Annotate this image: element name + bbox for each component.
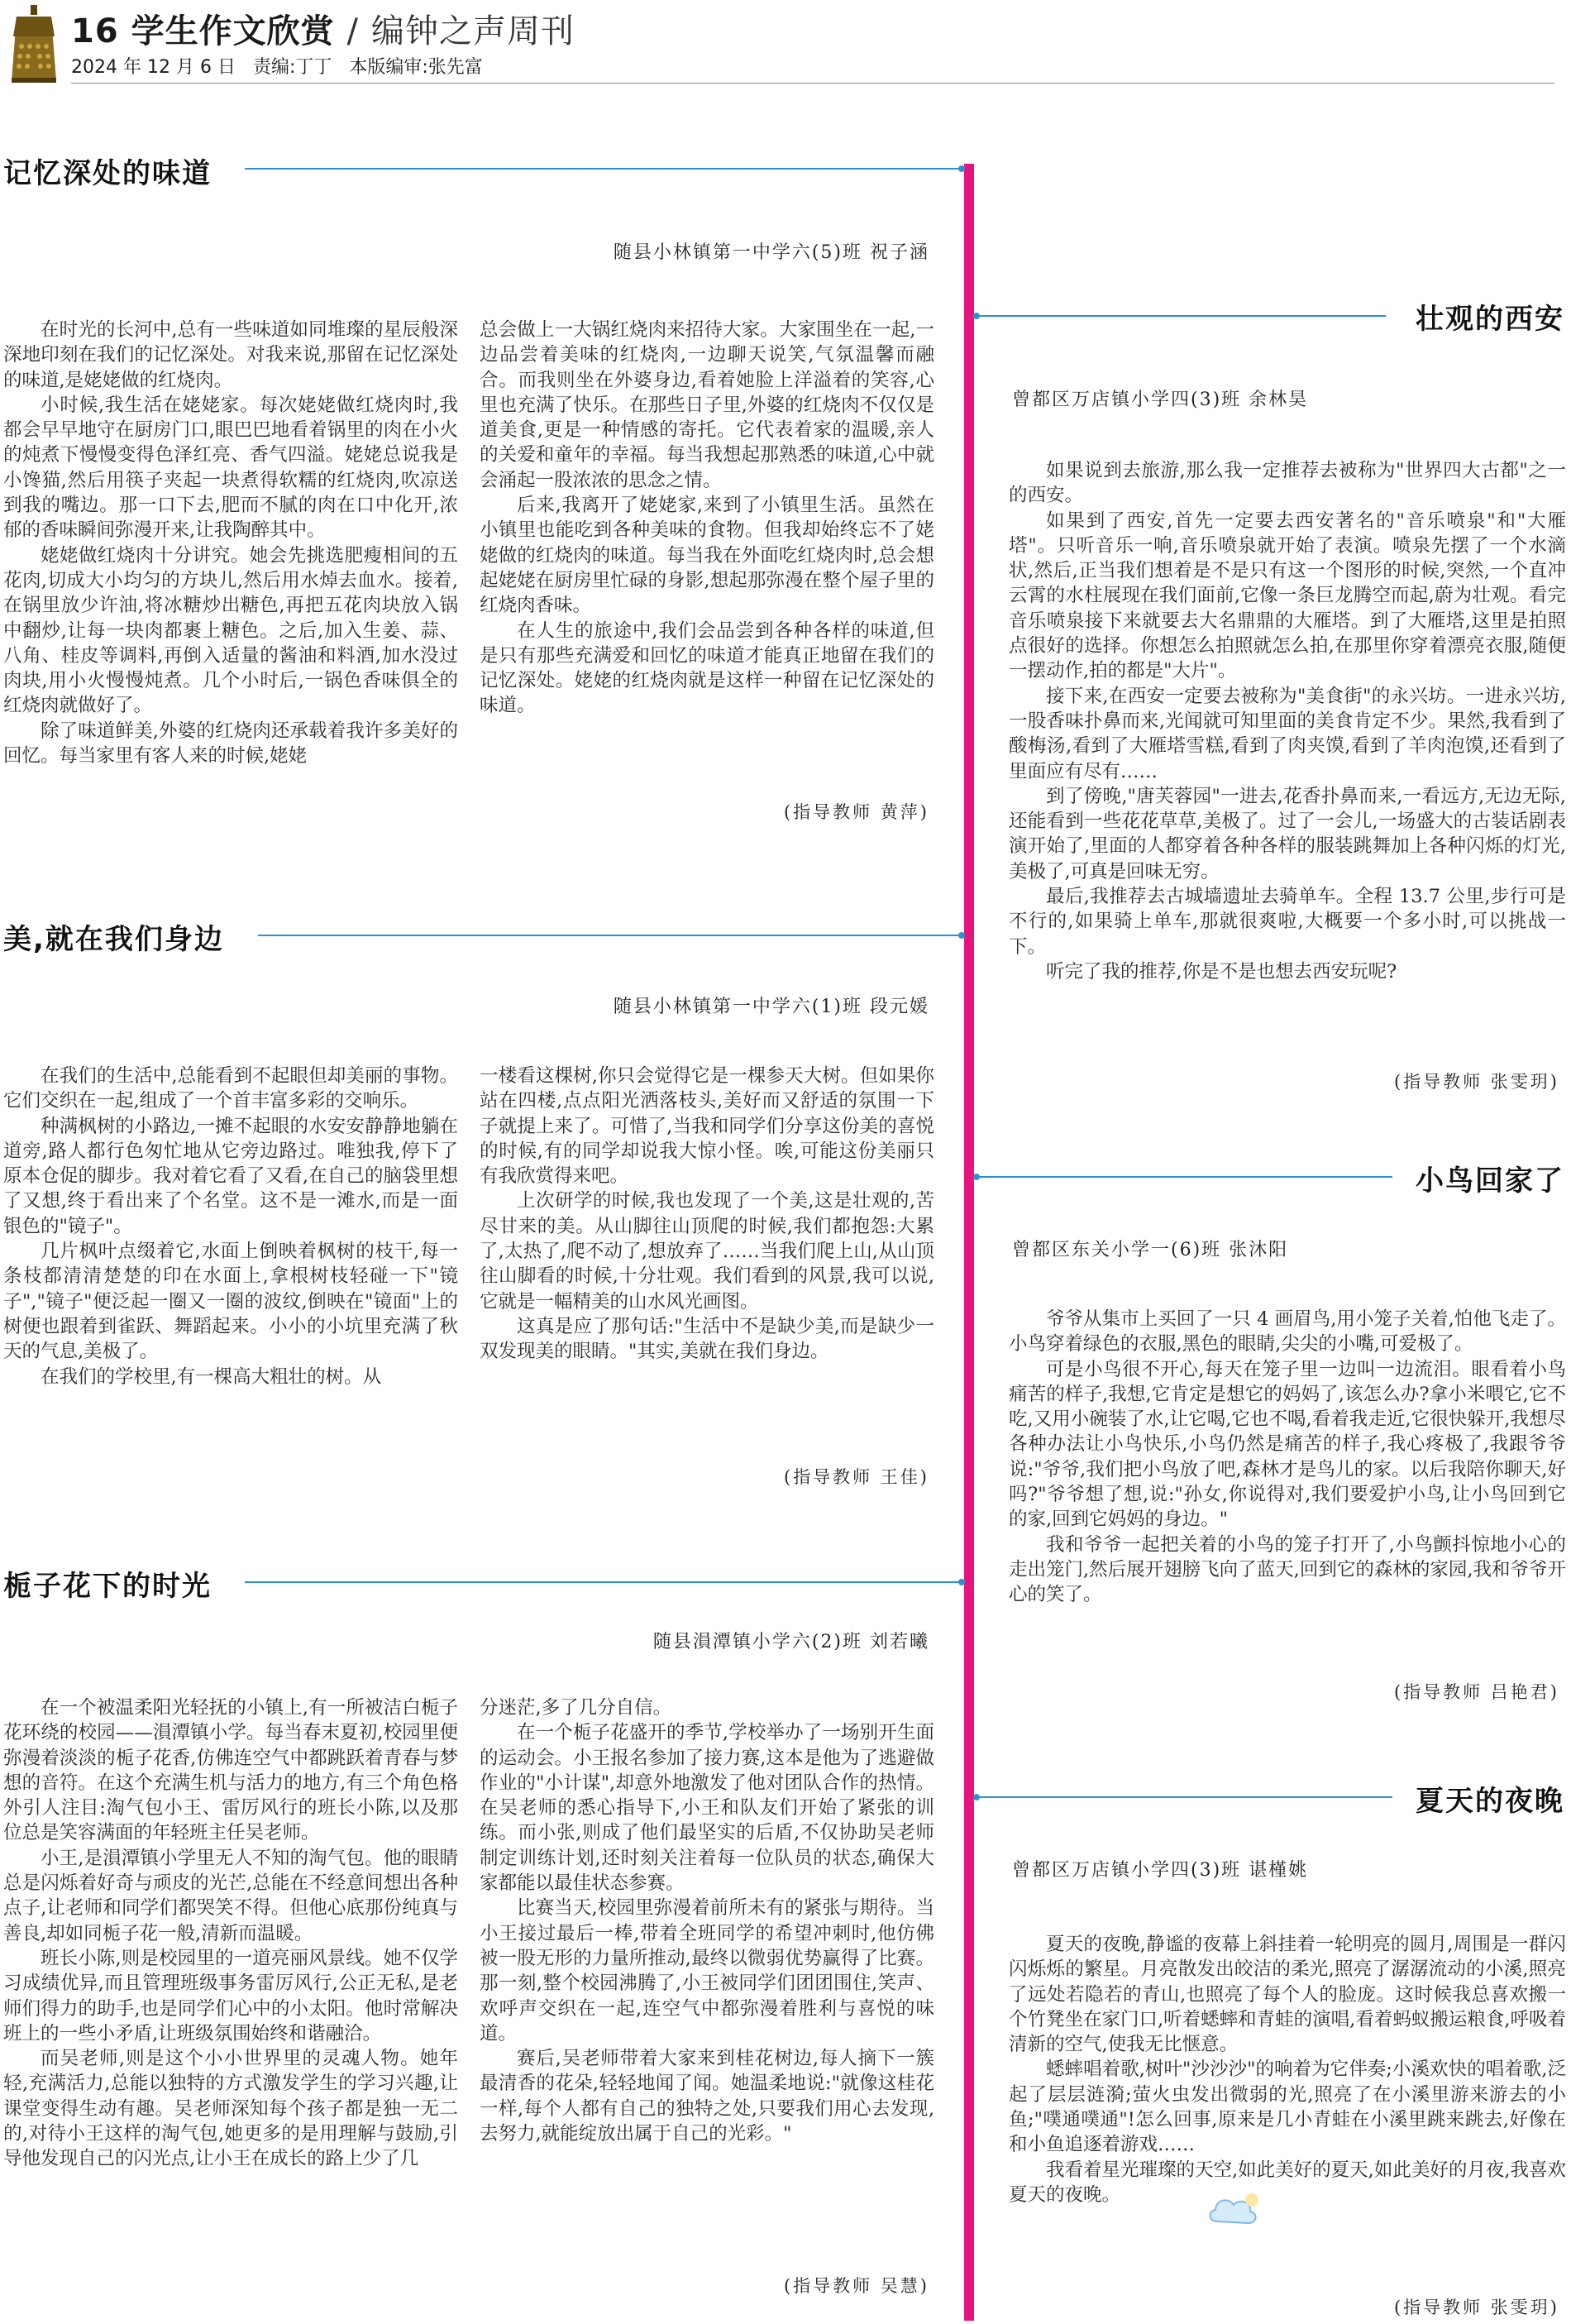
title-rule <box>245 168 962 170</box>
paragraph: 赛后,吴老师带着大家来到桂花树边,每人摘下一簇最清香的花朵,轻轻地闻了闻。她温柔地说:"就像这桂花一样,每个人都有自己的独特之处,只要我们用心去发现,去努力,就能绽放出属于自己的光彩。" <box>480 2048 934 2145</box>
paragraph: 比赛当天,校园里弥漫着前所未有的紧张与期待。当小王接过最后一棒,带着全班同学的希望冲刺时,他仿佛被一股无形的力量所推动,最终以微弱优势赢得了比赛。那一刻,整个校园沸腾了,小王被同学们团团围住,笑声、欢呼声交织在一起,连空气中都弥漫着胜利与喜悦的味道。 <box>480 1897 934 2044</box>
article-column-1 <box>3 318 458 768</box>
paragraph: 最后,我推荐去古城墙遗址去骑单车。全程 13.7 公里,步行可是不行的,如果骑上单车,那就很爽啦,大概要一个多小时,可以挑战一下。 <box>1009 886 1566 958</box>
article-title: 栀子花下的时光 <box>3 1570 212 1603</box>
article-column-2 <box>480 318 934 719</box>
article-body <box>1009 1307 1566 1608</box>
article-column-2 <box>480 1695 934 2146</box>
column-divider <box>964 164 974 2321</box>
article-byline: 曾都区东关小学一(6)班 张沐阳 <box>1012 1240 1289 1260</box>
paragraph: 姥姥做红烧肉十分讲究。她会先挑选肥瘦相间的五花肉,切成大小均匀的方块儿,然后用水焯去血水。接着,在锅里放少许油,将冰糖炒出糖色,再把五花肉块放入锅中翻炒,让每一块肉都裹上糖色。之后,加入生姜、蒜、八角、桂皮等调料,再倒入适量的酱油和料酒,加水没过肉块,用小火慢慢炖煮。几个小时后,一锅色香味俱全的红烧肉就做好了。 <box>3 544 458 717</box>
article-byline: 随县小林镇第一中学六(1)班 段元媛 <box>613 997 929 1017</box>
editor: 责编:丁丁 <box>252 57 332 78</box>
paragraph: 一楼看这棵树,你只会觉得它是一棵参天大树。但如果你站在四楼,点点阳光洒落枝头,美好而又舒适的氛围一下子就提上来了。可惜了,当我和同学们分享这份美的喜悦的时候,有的同学却说我大惊小怪。唉,可能这份美丽只有我欣赏得来吧。 <box>480 1065 934 1188</box>
teacher-credit: (指导教师 黄萍) <box>783 802 929 822</box>
paragraph: 而吴老师,则是这个小小世界里的灵魂人物。她年轻,充满活力,总能以独特的方式激发学生的学习兴趣,让课堂变得生动有趣。吴老师深知每个孩子都是独一无二的,对待小王这样的淘气包,她更多的是用理解与鼓励,引导他发现自己的闪光点,让小王在成长的路上少了几 <box>3 2048 458 2170</box>
teacher-credit: (指导教师 吕艳君) <box>1393 1682 1559 1702</box>
article-byline: 随县溳潭镇小学六(2)班 刘若曦 <box>652 1632 929 1652</box>
masthead-rule <box>71 83 1554 84</box>
paragraph: 到了傍晚,"唐芙蓉园"一进去,花香扑鼻而来,一看远方,无边无际,还能看到一些花花草草,美极了。过了一会儿,一场盛大的古装话剧表演开始了,里面的人都穿着各种各样的服装跳舞加上各种闪烁的灯光,美极了,可真是回味无穷。 <box>1009 785 1566 882</box>
paragraph: 种满枫树的小路边,一摊不起眼的水安安静静地躺在道旁,路人都行色匆忙地从它旁边路过。唯独我,停下了原本仓促的脚步。我对着它看了又看,在自己的脑袋里想了又想,终于看出来了个名堂。这不是一滩水,而是一面银色的"镜子"。 <box>3 1115 458 1237</box>
masthead-meta <box>71 53 494 79</box>
article-byline: 曾都区万店镇小学四(3)班 谌槿姚 <box>1012 1860 1309 1881</box>
paragraph: 夏天的夜晚,静谧的夜幕上斜挂着一轮明亮的圆月,周围是一群闪闪烁烁的繁星。月亮散发出皎洁的柔光,照亮了潺潺流动的小溪,照亮了远处若隐若的青山,也照亮了每个人的脸庞。这时候我总喜欢搬一个竹凳坐在家门口,听着蟋蟀和青蛙的演唱,看着蚂蚁搬运粮食,呼吸着清新的空气,使我无比惬意。 <box>1009 1934 1566 2056</box>
section-name: 学生作文欣赏 <box>131 12 335 50</box>
paper-name: 编钟之声周刊 <box>370 12 575 50</box>
title-rule <box>976 1176 1392 1178</box>
article-title: 小鸟回家了 <box>1416 1164 1564 1198</box>
paragraph: 这真是应了那句话:"生活中不是缺少美,而是缺少一双发现美的眼睛。"其实,美就在我们身边。 <box>480 1315 934 1363</box>
title-rule <box>245 1581 962 1583</box>
paragraph: 我看着星光璀璨的天空,如此美好的夏天,如此美好的月夜,我喜欢夏天的夜晚。 <box>1009 2159 1566 2206</box>
paragraph: 小王,是溳潭镇小学里无人不知的淘气包。他的眼睛总是闪烁着好奇与顽皮的光芒,总能在不经意间想出各种点子,让老师和同学们都哭笑不得。但他心底那份纯真与善良,却如同栀子花一般,清新而温暖。 <box>3 1847 458 1944</box>
title-rule <box>976 1796 1392 1798</box>
paragraph: 如果说到去旅游,那么我一定推荐去被称为"世界四大古都"之一的西安。 <box>1009 460 1566 507</box>
teacher-credit: (指导教师 张雯玥) <box>1393 1072 1559 1092</box>
paragraph: 上次研学的时候,我也发现了一个美,这是壮观的,苦尽甘来的美。从山脚往山顶爬的时候,我们都抱怨:大累了,太热了,爬不动了,想放弃了……当我们爬上山,从山顶往山脚看的时候,十分壮观。我们看到的风景,我可以说,它就是一幅精美的山水风光画图。 <box>480 1190 934 1313</box>
paragraph: 几片枫叶点缀着它,水面上倒映着枫树的枝干,每一条枝都清清楚楚的印在水面上,拿根树枝轻碰一下"镜子","镜子"便泛起一圈又一圈的波纹,倒映在"镜面"上的树便也跟着到雀跃、舞蹈起来。小小的小坑里充满了秋天的气息,美极了。 <box>3 1241 458 1363</box>
paragraph: 蟋蟀唱着歌,树叶"沙沙沙"的响着为它伴奏;小溪欢快的唱着歌,泛起了层层涟漪;萤火虫发出微弱的光,照亮了在小溪里游来游去的小鱼;"噗通噗通"!怎么回事,原来是几小青蛙在小溪里跳来跳去,好像在和小鱼追逐着游戏…… <box>1009 2059 1566 2156</box>
article-body <box>1009 1932 1566 2207</box>
paragraph: 在一个被温柔阳光轻抚的小镇上,有一所被洁白栀子花环绕的校园——溳潭镇小学。每当春末夏初,校园里便弥漫着淡淡的栀子花香,仿佛连空气中都跳跃着青春与梦想的音符。在这个充满生机与活力的地方,有三个角色格外引人注目:淘气包小王、雷厉风行的班长小陈,以及那位总是笑容满面的年轻班主任吴老师。 <box>3 1697 458 1844</box>
paragraph: 后来,我离开了姥姥家,来到了小镇里生活。虽然在小镇里也能吃到各种美味的食物。但我却始终忘不了姥姥做的红烧肉的味道。每当我在外面吃红烧肉时,总会想起姥姥在厨房里忙碌的身影,想起那弥漫在整个屋子里的红烧肉香味。 <box>480 495 934 617</box>
title-rule <box>258 935 962 936</box>
paragraph: 我和爷爷一起把关着的小鸟的笼子打开了,小鸟颤抖惊地小心的走出笼门,然后展开翅膀飞向了蓝天,回到它的森林的家园,我和爷爷开心的笑了。 <box>1009 1533 1566 1606</box>
teacher-credit: (指导教师 吴慧) <box>783 2276 929 2296</box>
article-byline: 随县小林镇第一中学六(5)班 祝子涵 <box>613 242 929 263</box>
teacher-credit: (指导教师 张雯玥) <box>1393 2298 1559 2317</box>
paragraph: 总会做上一大锅红烧肉来招待大家。大家围坐在一起,一边品尝着美味的红烧肉,一边聊天说笑,气氛温馨而融合。而我则坐在外婆身边,看着她脸上洋溢着的笑容,心里也充满了快乐。在那些日子里,外婆的红烧肉不仅仅是道美食,更是一种情感的寄托。它代表着家的温暖,亲人的关爱和童年的幸福。每当我想起那熟悉的味道,心中就会涌起一股浓浓的思念之情。 <box>480 319 934 491</box>
paragraph: 听完了我的推荐,你是不是也想去西安玩呢? <box>1046 960 1397 983</box>
article-byline: 曾都区万店镇小学四(3)班 余林昊 <box>1012 390 1309 410</box>
paragraph: 如果到了西安,首先一定要去西安著名的"音乐喷泉"和"大雁塔"。只听音乐一响,音乐喷泉就开始了表演。喷泉先摆了一个水滴状,然后,正当我们想着是不是只有这一个图形的时候,突然,一个直冲云霄的水柱展现在我们面前,它像一条巨龙腾空而起,蔚为壮观。看完音乐喷泉接下来就要去大名鼎鼎的大雁塔。到了大雁塔,这里是拍照点很好的选择。你想怎么拍照就怎么拍,在那里你穿着漂亮衣服,随便一摆动作,拍的都是"大片"。 <box>1009 509 1566 682</box>
teacher-credit: (指导教师 王佳) <box>783 1467 929 1487</box>
paragraph: 班长小陈,则是校园里的一道亮丽风景线。她不仅学习成绩优异,而且管理班级事务雷厉风行,公正无私,是老师们得力的助手,也是同学们心中的小太阳。他时常解决班上的一些小矛盾,让班级氛围始终和谐融洽。 <box>3 1947 458 2044</box>
paragraph: 在一个栀子花盛开的季节,学校举办了一场别开生面的运动会。小王报名参加了接力赛,这本是他为了逃避做作业的"小计谋",却意外地激发了他对团队合作的热情。在吴老师的悉心指导下,小王和队友们开始了紧张的训练。而小张,则成了他们最坚实的后盾,不仅协助吴老师制定训练计划,还时刻关注着每一位队员的状态,确保大家都能以最佳状态参赛。 <box>480 1722 934 1895</box>
article-column-1 <box>3 1064 458 1389</box>
paragraph: 在人生的旅途中,我们会品尝到各种各样的味道,但是只有那些充满爱和回忆的味道才能真正地留在我们的记忆深处。姥姥的红烧肉就是这样一种留在记忆深处的味道。 <box>480 619 934 717</box>
article-title: 记忆深处的味道 <box>3 157 212 190</box>
article-body <box>1009 458 1566 984</box>
article-title: 美,就在我们身边 <box>3 923 224 956</box>
masthead-title <box>71 5 575 52</box>
article-column-1 <box>3 1695 458 2172</box>
title-separator: / <box>346 12 360 50</box>
title-rule <box>976 315 1386 317</box>
layout-editor: 本版编审:张先富 <box>349 57 483 78</box>
paragraph: 接下来,在西安一定要去被称为"美食街"的永兴坊。一进永兴坊,一股香味扑鼻而来,光闻就可知里面的美食肯定不少。果然,我看到了酸梅汤,看到了大雁塔雪糕,看到了肉夹馍,看到了羊肉泡馍,还看到了里面应有尽有…… <box>1009 685 1566 782</box>
paragraph: 可是小鸟很不开心,每天在笼子里一边叫一边流泪。眼看着小鸟痛苦的样子,我想,它肯定是想它的妈妈了,该怎么办?拿小米喂它,它不吃,又用小碗装了水,让它喝,它也不喝,看着我走近,它很快躲开,我想尽各种办法让小鸟快乐,小鸟仍然是痛苦的样子,我心疼极了,我跟爷爷说:"爷爷,我们把小鸟放了吧,森林才是鸟儿的家。以后我陪你聊天,好吗?"爷爷想了想,说:"孙女,你说得对,我们要爱护小鸟,让小鸟回到它的家,回到它妈妈的身边。" <box>1009 1358 1566 1531</box>
paragraph: 在时光的长河中,总有一些味道如同堆璨的星辰般深深地印刻在我们的记忆深处。对我来说,那留在记忆深处的味道,是姥姥做的红烧肉。 <box>3 319 458 391</box>
paragraph: 在我们的生活中,总能看到不起眼但却美丽的事物。它们交织在一起,组成了一个首丰富多彩的交响乐。 <box>3 1065 458 1112</box>
page-number: 16 <box>71 12 119 50</box>
article-column-2 <box>480 1064 934 1365</box>
paragraph: 小时候,我生活在姥姥家。每次姥姥做红烧肉时,我都会早早地守在厨房门口,眼巴巴地看着锅里的肉在小火的炖煮下慢慢变得色泽红亮、香气四溢。姥姥总说我是小馋猫,然后用筷子夹起一块煮得软糯的红烧肉,吹凉送到我的嘴边。那一口下去,肥而不腻的肉在口中化开,浓郁的香味瞬间弥漫开来,让我陶醉其中。 <box>3 394 458 542</box>
masthead <box>0 0 1571 93</box>
article-title: 夏天的夜晚 <box>1416 1785 1564 1818</box>
issue-date: 2024 年 12 月 6 日 <box>71 57 236 78</box>
article-title: 壮观的西安 <box>1416 303 1564 336</box>
weather-cloud-icon <box>1204 2188 1262 2230</box>
bell-logo-icon <box>5 3 63 88</box>
paragraph: 分迷茫,多了几分自信。 <box>480 1697 672 1719</box>
paragraph: 爷爷从集市上买回了一只 4 画眉鸟,用小笼子关着,怕他飞走了。小鸟穿着绿色的衣服,黑色的眼睛,尖尖的小嘴,可爱极了。 <box>1009 1308 1566 1356</box>
paragraph: 在我们的学校里,有一棵高大粗壮的树。从 <box>41 1365 382 1388</box>
paragraph: 除了味道鲜美,外婆的红烧肉还承载着我许多美好的回忆。每当家里有客人来的时候,姥姥 <box>3 720 458 767</box>
